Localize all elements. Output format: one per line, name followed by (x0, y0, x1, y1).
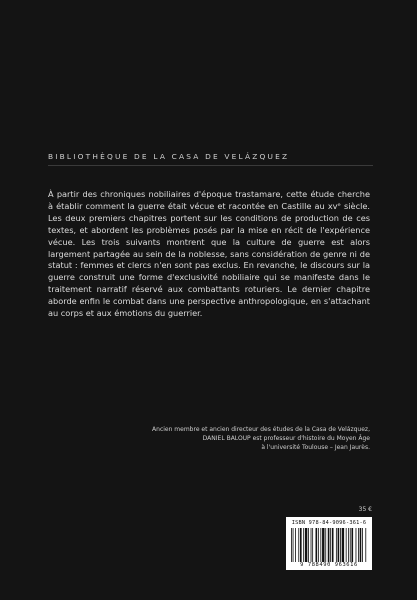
author-bio-line-2: DANIEL BALOUP est professeur d'histoire du Moyen Âge (202, 435, 370, 443)
barcode-bar (305, 528, 307, 562)
barcode-bar (330, 528, 331, 562)
barcode-bar (338, 528, 340, 562)
barcode-bar (351, 528, 353, 562)
barcode-bar (346, 528, 347, 562)
barcode-bar (348, 528, 349, 562)
barcode-box (286, 517, 372, 570)
barcode-bar (303, 528, 304, 562)
barcode-bar (308, 528, 309, 562)
barcode-bar (328, 528, 330, 562)
series-title: BIBLIOTHÈQUE DE LA CASA DE VELÁZQUEZ (48, 152, 290, 161)
barcode-bar (340, 528, 341, 562)
author-bio (80, 425, 370, 453)
abstract-text: À partir des chroniques nobiliaires d'époque trastamare, cette étude cherche à établir comment la guerre était vécue et racontée en Castille au xvᵉ siècle. Les deux premiers chapitres portent sur les conditions de production de ces textes, et abordent les problèmes posés par la mise en récit de l'expérience vécue. Les trois suivants montrent que la culture de guerre est alors largement partagée au sein de la noblesse, sans considération de genre ni de statut : femmes et clercs n'en sont pas exclus. En revanche, le discours sur la guerre construit une forme d'exclusivité nobiliaire qui se manifeste dans le traitement narratif réservé aux combattants roturiers. Le dernier chapitre aborde enfin le combat dans une perspective anthropologique, en s'attachant au corps et aux émotions du guerrier. (48, 189, 370, 319)
barcode-bar (300, 528, 302, 562)
barcode-bar (318, 528, 319, 562)
barcode-bar (342, 528, 344, 562)
author-bio-line-1: Ancien membre et ancien directeur des études de la Casa de Velázquez, (152, 426, 370, 433)
barcode-icon (290, 528, 368, 562)
barcode-bar (322, 528, 324, 562)
barcode-bar (311, 528, 312, 562)
back-cover-abstract (48, 189, 370, 320)
isbn-label: ISBN 978-84-9096-361-6 (291, 520, 367, 526)
divider-rule (48, 165, 373, 166)
barcode-bar (360, 528, 362, 562)
price-label: 35 € (358, 506, 372, 513)
barcode-bar (356, 528, 357, 562)
barcode-block (286, 506, 372, 570)
author-bio-line-3: à l'université Toulouse – Jean Jaurès. (261, 444, 370, 452)
barcode-bar (336, 528, 337, 562)
barcode-bar (298, 528, 299, 562)
barcode-bar (325, 528, 326, 562)
barcode-bar (358, 528, 359, 562)
barcode-bar (362, 528, 363, 562)
barcode-bar (350, 528, 351, 562)
barcode-bar (316, 528, 318, 562)
barcode-bar (295, 528, 296, 562)
barcode-bar (291, 528, 292, 562)
barcode-bar (293, 528, 294, 562)
ean-digits: 9 788490 963616 (300, 562, 358, 568)
barcode-bar (320, 528, 321, 562)
barcode-bar (332, 528, 334, 562)
barcode-bar (365, 528, 366, 562)
barcode-bar (312, 528, 313, 562)
